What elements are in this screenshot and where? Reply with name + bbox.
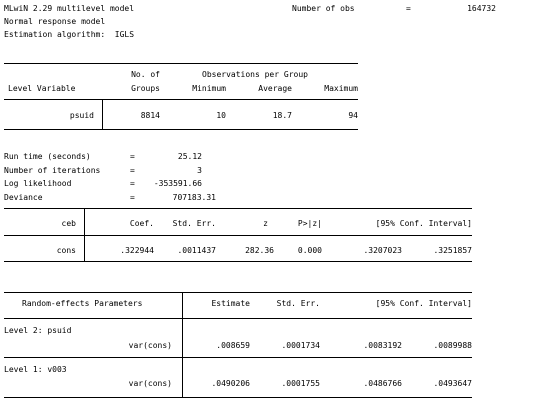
group-row-average: 18.7 — [272, 111, 292, 120]
iterations-label: Number of iterations — [4, 166, 101, 175]
col-p: P>|z| — [297, 219, 322, 228]
col-z: z — [263, 219, 268, 228]
level1-row-ci-low: .0486766 — [363, 379, 402, 388]
col-obs-per-group: Observations per Group — [202, 70, 308, 79]
level2-row-estimate: .008659 — [216, 341, 250, 350]
fixed-row-z: 282.36 — [245, 246, 274, 255]
deviance-label: Deviance — [4, 193, 43, 202]
loglik-label: Log likelihood — [4, 179, 72, 188]
fixed-depvar: ceb — [61, 219, 76, 228]
col-random-conf-interval: [95% Conf. Interval] — [375, 299, 472, 308]
model-title: MLwiN 2.29 multilevel model — [4, 4, 135, 13]
random-table-mid-rule — [4, 357, 472, 358]
fixed-table-bottom-rule — [4, 261, 472, 262]
level2-row-name: var(cons) — [128, 341, 172, 350]
deviance-equals: = — [130, 193, 135, 202]
iterations-equals: = — [130, 166, 135, 175]
col-random-params: Random-effects Parameters — [22, 299, 143, 308]
col-average: Average — [258, 84, 292, 93]
level1-row-se: .0001755 — [281, 379, 320, 388]
runtime-label: Run time (seconds) — [4, 152, 91, 161]
runtime-value: 25.12 — [177, 152, 202, 161]
fixed-table-top-rule — [4, 208, 472, 209]
model-type: Normal response model — [4, 17, 106, 26]
level2-row-se: .0001734 — [281, 341, 320, 350]
group-table-top-rule — [4, 63, 358, 64]
col-level-variable: Level Variable — [8, 84, 76, 93]
fixed-row-coef: .322944 — [120, 246, 154, 255]
col-groups: Groups — [131, 84, 160, 93]
level1-row-name: var(cons) — [128, 379, 172, 388]
group-table-divider — [102, 99, 103, 130]
group-row-maximum: 94 — [348, 111, 358, 120]
nobs-label: Number of obs — [292, 4, 355, 13]
fixed-table-divider — [84, 208, 85, 261]
group-table-header-rule — [4, 99, 358, 100]
random-table-divider — [182, 292, 183, 398]
col-minimum: Minimum — [192, 84, 226, 93]
group-row-minimum: 10 — [216, 111, 226, 120]
fixed-table-header-rule — [4, 235, 472, 236]
fixed-row-ci-high: .3251857 — [433, 246, 472, 255]
col-conf-interval: [95% Conf. Interval] — [375, 219, 472, 228]
col-estimate: Estimate — [211, 299, 250, 308]
level1-label: Level 1: v003 — [4, 365, 67, 374]
level2-label: Level 2: psuid — [4, 326, 72, 335]
col-no-of: No. of — [131, 70, 160, 79]
group-table-bottom-rule — [4, 129, 358, 130]
fixed-row-p: 0.000 — [297, 246, 322, 255]
fixed-row-name: cons — [56, 246, 76, 255]
col-coef: Coef. — [129, 219, 154, 228]
level1-row-ci-high: .0493647 — [433, 379, 472, 388]
level2-row-ci-low: .0083192 — [363, 341, 402, 350]
loglik-value: -353591.66 — [153, 179, 202, 188]
random-table-header-rule — [4, 318, 472, 319]
random-table-bottom-rule — [4, 397, 472, 398]
random-table-top-rule — [4, 292, 472, 293]
nobs-value: 164732 — [467, 4, 496, 13]
col-random-std-err: Std. Err. — [276, 299, 320, 308]
fixed-row-se: .0011437 — [177, 246, 216, 255]
level2-row-ci-high: .0089988 — [433, 341, 472, 350]
loglik-equals: = — [130, 179, 135, 188]
fixed-row-ci-low: .3207023 — [363, 246, 402, 255]
deviance-value: 707183.31 — [172, 193, 216, 202]
level1-row-estimate: .0490206 — [211, 379, 250, 388]
group-row-level: psuid — [69, 111, 94, 120]
col-std-err: Std. Err. — [172, 219, 216, 228]
iterations-value: 3 — [197, 166, 202, 175]
group-row-groups: 8814 — [140, 111, 160, 120]
col-maximum: Maximum — [324, 84, 358, 93]
estimation-algorithm: Estimation algorithm: IGLS — [4, 30, 135, 39]
nobs-equals: = — [406, 4, 411, 13]
runtime-equals: = — [130, 152, 135, 161]
